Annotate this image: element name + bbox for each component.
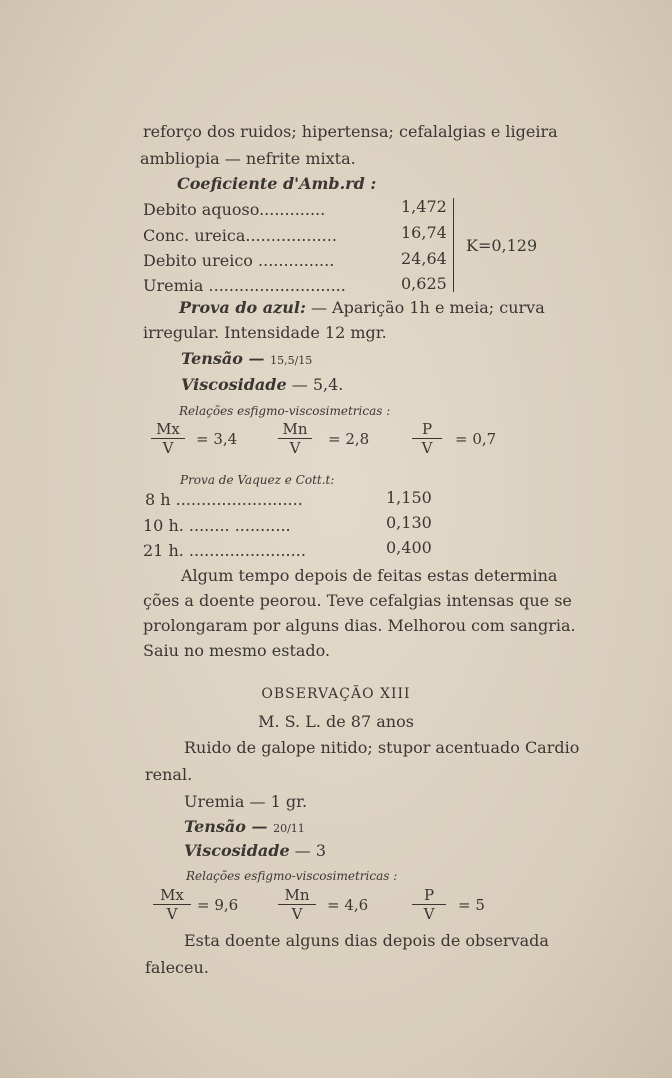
viscosidade-value: — 3 [289, 841, 326, 860]
text-line: Saiu no mesmo estado. [143, 641, 331, 660]
coef-label: Debito ureico ............... [143, 251, 335, 270]
text-line: Esta doente alguns dias depois de observada [184, 931, 549, 950]
coef-result: K=0,129 [466, 236, 538, 255]
fraction-numerator: P [412, 420, 442, 439]
fraction [412, 420, 442, 457]
fraction-value: = 4,6 [327, 896, 369, 914]
observation-title: OBSERVAÇÃO XIII [261, 686, 411, 702]
tensao-value: 20/11 [273, 822, 305, 835]
prova-azul-text: — Aparição 1h e meia; curva [305, 298, 545, 317]
prova-azul-label: Prova do azul: [179, 298, 306, 317]
text-line: ambliopia — nefrite mixta. [140, 149, 356, 168]
tensao-label: Tensão — [184, 817, 274, 836]
fraction-value: = 3,4 [196, 430, 238, 448]
text-line: renal. [145, 765, 193, 784]
text-line: reforço dos ruidos; hipertensa; cefalalgias e ligeira [143, 122, 558, 141]
viscosidade-label: Viscosidade [184, 841, 290, 860]
fraction-denominator: V [166, 905, 178, 923]
fraction-value: = 9,6 [197, 896, 239, 914]
fraction-numerator: Mx [151, 420, 185, 439]
fraction-numerator: P [412, 886, 446, 905]
fraction-numerator: Mx [153, 886, 191, 905]
text-line: Ruido de galope nitido; stupor acentuado Cardio [184, 738, 580, 757]
prova-azul-line [179, 298, 545, 318]
fraction-value: = 2,8 [328, 430, 370, 448]
vaquez-value: 0,130 [386, 513, 432, 532]
fraction-value: = 0,7 [455, 430, 497, 448]
coef-value: 16,74 [401, 223, 447, 242]
text-line: Algum tempo depois de feitas estas determina [181, 566, 558, 585]
tensao-line [181, 349, 312, 371]
coef-label: Debito aquoso............. [143, 200, 326, 219]
fraction-numerator: Mn [278, 886, 316, 905]
tensao-value: 15,5/15 [270, 354, 313, 367]
vaquez-value: 1,150 [386, 488, 432, 507]
coef-label: Uremia ........................... [143, 276, 346, 295]
fraction-denominator: V [423, 905, 435, 923]
text-line: irregular. Intensidade 12 mgr. [143, 323, 387, 342]
fraction-denominator: V [289, 439, 301, 457]
text-line: prolongaram por alguns dias. Melhorou com sangria. [143, 616, 576, 635]
vaquez-label: 10 h. ........ ........... [143, 516, 291, 535]
uremia-line: Uremia — 1 gr. [184, 792, 308, 811]
coef-value: 24,64 [401, 249, 447, 268]
section-heading: Coeficiente d'Amb.rd : [177, 174, 377, 193]
fraction-value: = 5 [458, 896, 485, 914]
viscosidade-label: Viscosidade [181, 375, 287, 394]
fraction [151, 420, 185, 457]
brace [453, 198, 454, 292]
patient-line: M. S. L. de 87 anos [258, 712, 414, 731]
coef-value: 0,625 [401, 274, 447, 293]
coef-label: Conc. ureica.................. [143, 226, 337, 245]
relacoes-heading: Relações esfigmo-viscosimetricas : [179, 404, 391, 418]
tensao-label: Tensão — [181, 349, 271, 368]
viscosidade-value: — 5,4. [286, 375, 344, 394]
fraction-denominator: V [162, 439, 174, 457]
viscosidade-line [184, 841, 326, 861]
fraction-denominator: V [421, 439, 433, 457]
fraction [278, 886, 316, 923]
vaquez-heading: Prova de Vaquez e Cott.t: [180, 473, 335, 487]
fraction-denominator: V [291, 905, 303, 923]
text-line: ções a doente peorou. Teve cefalgias intensas que se [143, 591, 572, 610]
fraction [153, 886, 191, 923]
fraction [412, 886, 446, 923]
text-line: faleceu. [145, 958, 209, 977]
fraction-numerator: Mn [278, 420, 312, 439]
viscosidade-line [181, 375, 343, 395]
vaquez-value: 0,400 [386, 538, 432, 557]
vaquez-label: 21 h. ....................... [143, 541, 306, 560]
coef-value: 1,472 [401, 197, 447, 216]
fraction [278, 420, 312, 457]
vaquez-label: 8 h ......................... [145, 490, 303, 509]
relacoes-heading: Relações esfigmo-viscosimetricas : [186, 869, 398, 883]
tensao-line [184, 817, 305, 839]
